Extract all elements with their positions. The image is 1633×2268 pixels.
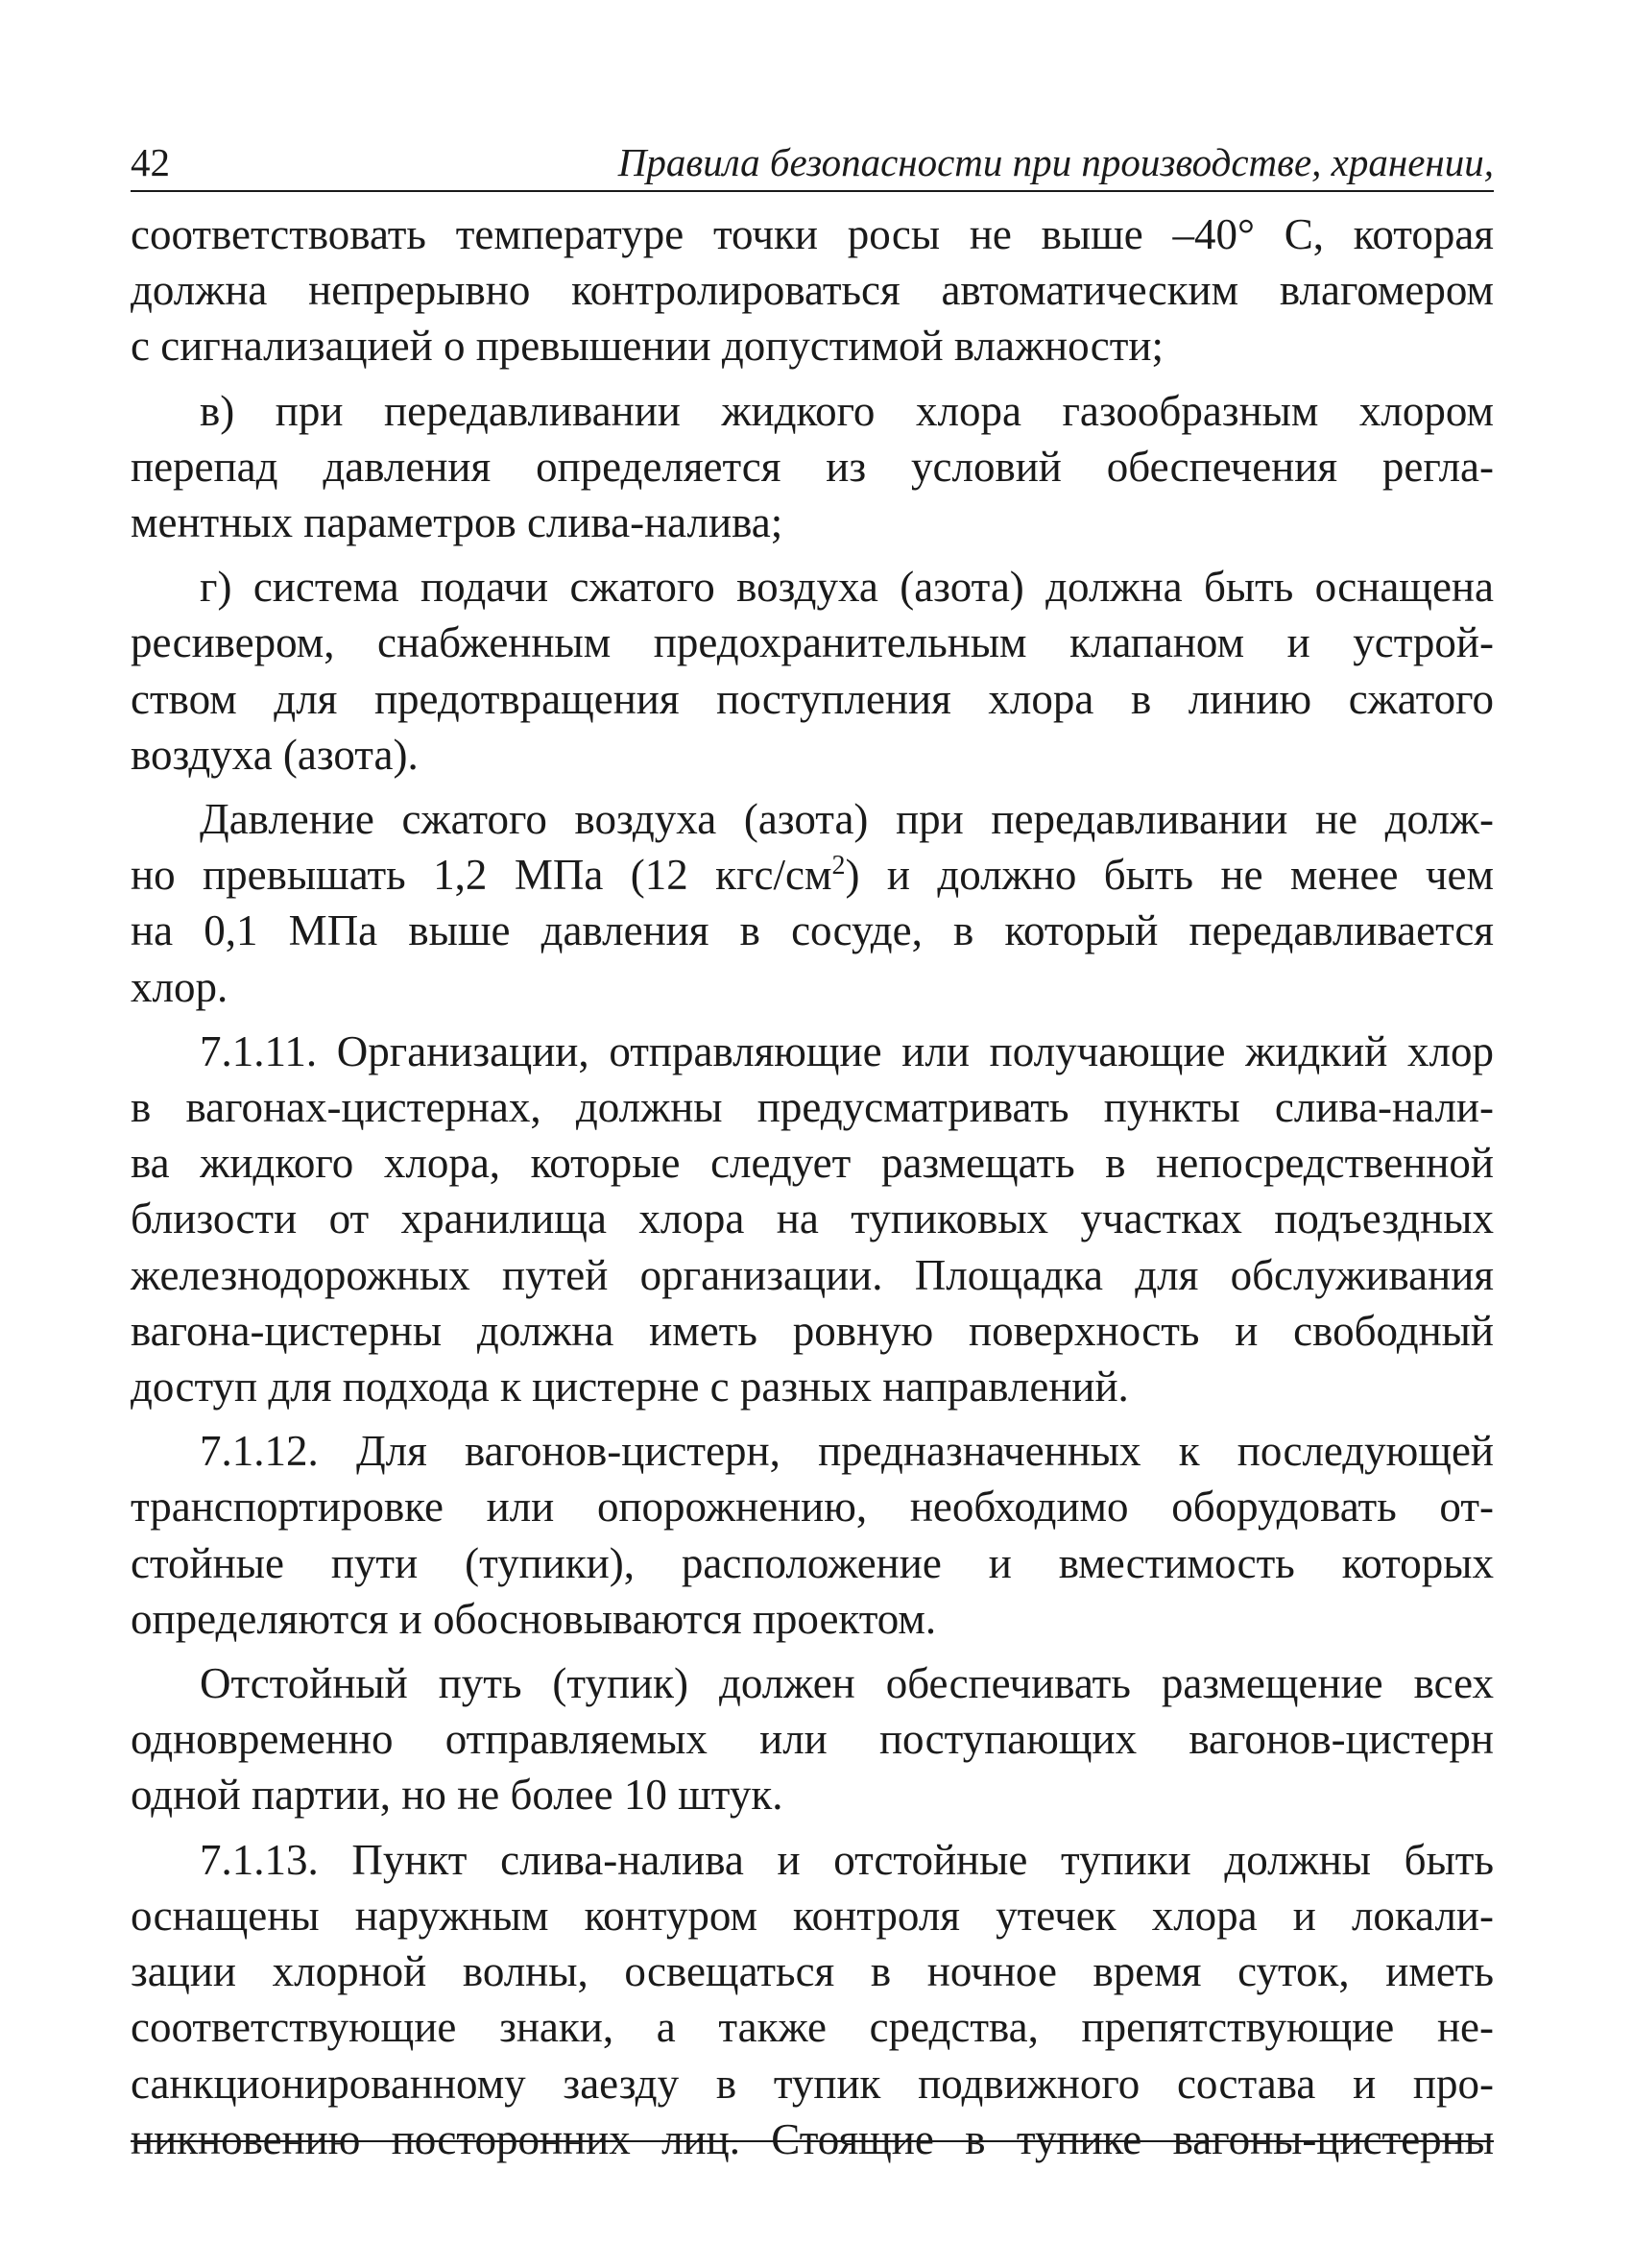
paragraph-pressure xyxy=(131,791,1494,1015)
text-line: соответствующие знаки, а также средства, препятствующие не- xyxy=(131,2003,1494,2052)
text-line: никновению посторонних лиц. Стоящие в тупике вагоны-цистерны xyxy=(131,2114,1494,2163)
footer-rule xyxy=(131,2140,1494,2142)
text-line: ва жидкого хлора, которые следует размещать в непосредственной xyxy=(131,1139,1494,1188)
text-line: воздуха (азота). xyxy=(131,730,419,779)
text-line: 7.1.11. Организации, отправляющие или получающие жидкий хлор xyxy=(200,1026,1494,1075)
text-line: соответствовать температуре точки росы не выше –40° С, которая xyxy=(131,210,1494,258)
text-line: ством для предотвращения поступления хлора в линию сжатого xyxy=(131,674,1494,723)
text-line-with-superscript xyxy=(131,847,1494,903)
paragraph-siding xyxy=(131,1655,1494,1823)
text-line: г) система подачи сжатого воздуха (азота) должна быть оснащена xyxy=(200,563,1494,612)
text-line: одновременно отправляемых или поступающих вагонов-цистерн xyxy=(131,1715,1494,1764)
text-line: хлор. xyxy=(131,962,228,1011)
paragraph-7-1-11 xyxy=(131,1024,1494,1414)
text-line: в) при передавливании жидкого хлора газообразным хлором xyxy=(200,386,1494,435)
text-line: перепад давления определяется из условий обеспечения регла- xyxy=(131,442,1494,491)
text-line: железнодорожных путей организации. Площадка для обслуживания xyxy=(131,1250,1494,1299)
text-line: определяются и обосновываются проектом. xyxy=(131,1594,937,1643)
paragraph-7-1-13 xyxy=(131,1832,1494,2167)
text-line: зации хлорной волны, освещаться в ночное время суток, иметь xyxy=(131,1947,1494,1996)
paragraph-7-1-12 xyxy=(131,1423,1494,1647)
text-line: Отстойный путь (тупик) должен обеспечивать размещение всех xyxy=(200,1659,1494,1708)
text-line: вагона-цистерны должна иметь ровную поверхность и свободный xyxy=(131,1306,1494,1355)
paragraph-item-v xyxy=(131,383,1494,551)
page-number: 42 xyxy=(131,140,170,184)
text-line: ресивером, снабженным предохранительным клапаном и устрой- xyxy=(131,618,1494,667)
text-line: одной партии, но не более 10 штук. xyxy=(131,1771,783,1820)
text-line: с сигнализацией о превышении допустимой влажности; xyxy=(131,322,1164,371)
text-segment: но превышать 1,2 МПа (12 кгс/см xyxy=(131,851,832,900)
text-line: санкционированному заезду в тупик подвижного состава и про- xyxy=(131,2059,1494,2108)
text-line: в вагонах-цистернах, должны предусматривать пункты слива-нали- xyxy=(131,1083,1494,1132)
text-line: близости от хранилища хлора на тупиковых участках подъездных xyxy=(131,1194,1494,1243)
body-text xyxy=(131,206,1494,2176)
superscript: 2 xyxy=(831,851,846,881)
text-line: должна непрерывно контролироваться автоматическим влагомером xyxy=(131,266,1494,315)
text-line: оснащены наружным контуром контроля утечек хлора и локали- xyxy=(131,1891,1494,1940)
text-line: доступ для подхода к цистерне с разных направлений. xyxy=(131,1363,1129,1411)
text-line: 7.1.13. Пункт слива-налива и отстойные тупики должны быть xyxy=(200,1835,1494,1884)
text-segment: ) и должно быть не менее чем xyxy=(845,851,1495,900)
text-line: на 0,1 МПа выше давления в сосуде, в который передавливается xyxy=(131,906,1494,955)
running-header xyxy=(131,133,1494,192)
paragraph-item-g xyxy=(131,559,1494,783)
text-line: ментных параметров слива-налива; xyxy=(131,498,783,547)
running-header-title: Правила безопасности при производстве, хранении, xyxy=(617,140,1494,184)
text-line: 7.1.12. Для вагонов-цистерн, предназначенных к последующей xyxy=(200,1427,1494,1476)
paragraph-continuation xyxy=(131,206,1494,374)
text-line: транспортировке или опорожнению, необходимо оборудовать от- xyxy=(131,1483,1494,1532)
text-line: Давление сжатого воздуха (азота) при передавливании не долж- xyxy=(200,795,1494,844)
text-line: стойные пути (тупики), расположение и вместимость которых xyxy=(131,1538,1494,1587)
